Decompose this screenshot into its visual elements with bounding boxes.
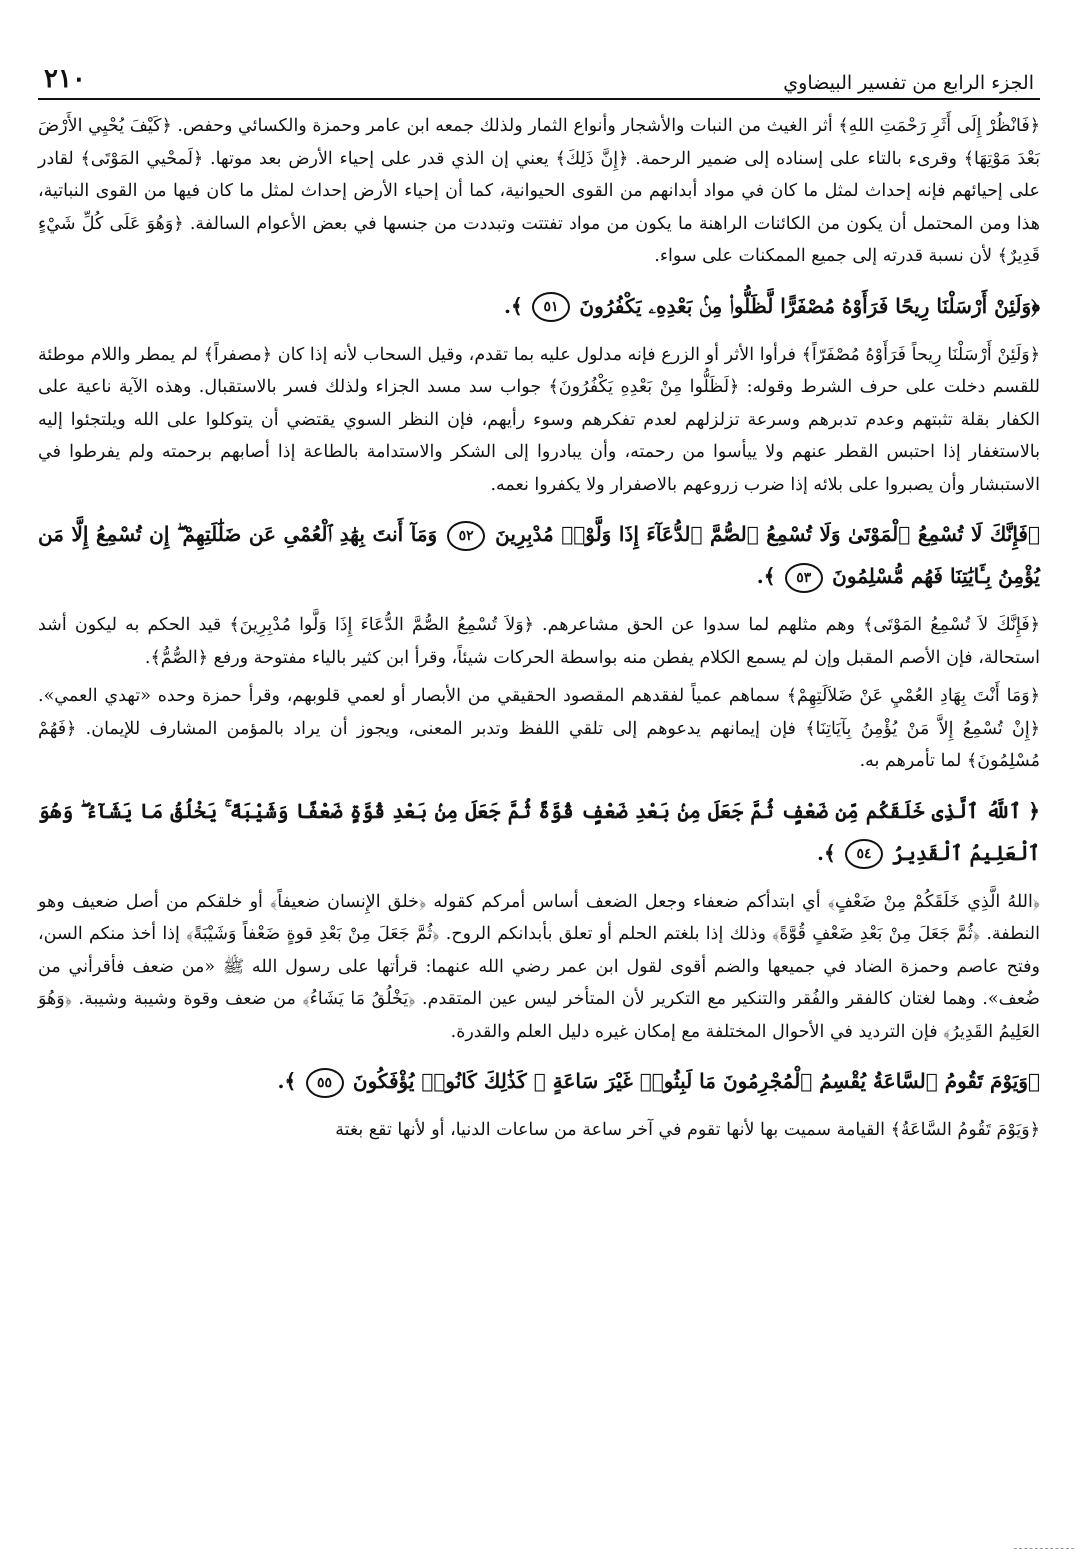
verse-text: ﴿وَيَوْمَ تَقُومُ ٱلسَّاعَةُ يُقْسِمُ ٱلْمُجْرِمُونَ مَا لَبِثُوا۟ غَيْرَ سَاعَةٍ ۚ كَذَٰلِكَ كَانُوا۟ يُؤْفَكُونَ xyxy=(352,1069,1040,1093)
verse-end-bracket: ﴾. xyxy=(756,564,776,588)
commentary-paragraph: ﴿وَمَا أَنْتَ بِهَادِ العُمْيِ عَنْ ضَلاَلَتِهِمْ﴾ سماهم عمياً لفقدهم المقصود الحقيقي من الأبصار أو لعمي قلوبهم، وقرأ حمزة وحده «تهدي العمي». ﴿إِنْ تُسْمِعُ إِلاَّ مَنْ يُؤْمِنُ بِآيَاتِنَا﴾ فإن إيمانهم يدعوهم إلى تلقي اللفظ وتدبر المعنى، ويجوز أن يراد بالمؤمن المشارف للإيمان. ﴿فَهُمْ مُسْلِمُونَ﴾ لما تأمرهم به. xyxy=(38,686,1040,771)
ayah-number-ornament: ٥٥ xyxy=(306,1068,344,1098)
running-title: الجزء الرابع من تفسير البيضاوي xyxy=(783,72,1034,94)
quran-verse-block xyxy=(38,790,1040,874)
ayah-number-ornament: ٥٤ xyxy=(845,839,883,869)
commentary-paragraph: ﴿فَإِنَّكَ لاَ تُسْمِعُ المَوْتَى﴾ وهم مثلهم لما سدوا عن الحق مشاعرهم. ﴿وَلاَ تُسْمِعُ الصُّمَّ الدُّعَاءَ إِذَا وَلَّوا مُدْبِرِينَ﴾ قيد الحكم به ليكون أشد استحالة، فإن الأصم المقبل وإن لم يسمع الكلام يفطن منه بواسطة الحركات شيئاً، وقرأ ابن كثير بالياء مفتوحة ورفع ﴿الصُّمُّ﴾. xyxy=(38,615,1040,668)
quran-verse-block xyxy=(38,1060,1040,1102)
ayah-number-ornament: ٥٢ xyxy=(447,521,485,551)
book-page xyxy=(38,52,1040,1539)
verse-end-bracket: ﴾. xyxy=(277,1069,297,1093)
quran-verse-block xyxy=(38,285,1040,327)
page-content xyxy=(38,110,1040,1147)
ayah-number-ornament: ٥٣ xyxy=(785,563,823,593)
verse-text: ﴿فَإِنَّكَ لَا تُسْمِعُ ٱلْمَوْتَىٰ وَلَا تُسْمِعُ ٱلصُّمَّ ٱلدُّعَآءَ إِذَا وَلَّوْا۟ مُدْبِرِينَ xyxy=(495,522,1040,546)
commentary-paragraph: ﴿وَلَئِنْ أَرْسَلْنَا رِيحاً فَرَأَوْهُ مُصْفَرّاً﴾ فرأوا الأثر أو الزرع فإنه مدلول عليه بما تقدم، وقيل السحاب لأنه إذا كان ﴿مصفراً﴾ لم يمطر واللام موطئة للقسم دخلت على حرف الشرط وقوله: ﴿لَظَلُّوا مِنْ بَعْدِهِ يَكْفُرُونَ﴾ جواب سد مسد الجزاء ولذلك فسر بالاستقبال. وهذه الآية ناعية على الكفار بقلة تثبتهم وعدم تدبرهم وسرعة تزلزلهم لعدم تفكرهم وسوء رأيهم، فإن النظر السوي يقتضي أن يتوكلوا على الله ويلتجئوا إليه بالاستغفار إذا احتبس القطر عنهم ولا ييأسوا من رحمته، وأن يبادروا إلى الشكر والاستدامة بالطاعة إذا أصابهم برحمته ولم يفرطوا في الاستبشار وأن يصبروا على بلائه إذا ضرب زروعهم بالاصفرار ولا يكفروا نعمه. xyxy=(38,344,1040,495)
verse-text: ﴿وَلَئِنْ أَرْسَلْنَا رِيحًا فَرَأَوْهُ مُصْفَرًّا لَّظَلُّوا۟ مِنۢ بَعْدِهِۦ يَكْفُرُونَ xyxy=(579,293,1040,318)
scan-edge-mark xyxy=(1014,1548,1074,1549)
commentary-paragraph: ﴿وَيَوْمَ تَقُومُ السَّاعَةُ﴾ القيامة سميت بها لأنها تقوم في آخر ساعة من ساعات الدنيا، أو لأنها تقع بغتة xyxy=(335,1120,1040,1140)
commentary-paragraph: ﴿فَانْظُرْ إِلَى أَثَرِ رَحْمَتِ اللهِ﴾ أثر الغيث من النبات والأشجار وأنواع الثمار ولذلك جمعه ابن عامر وحمزة والكسائي وحفص. ﴿كَيْفَ يُحْيِي الأَرْضَ بَعْدَ مَوْتِهَا﴾ وقرىء بالتاء على إسناده إلى ضمير الرحمة. ﴿إِنَّ ذَلِكَ﴾ يعني إن الذي قدر على إحياء الأرض بعد موتها. ﴿لَمحْيي المَوْتَى﴾ لقادر على إحيائهم فإنه إحداث لمثل ما كان في مواد أبدانهم من القوى الحيوانية، كما أن إحياء الأرض إحداث لمثل ما كان فيها من القوى النباتية، هذا ومن المحتمل أن يكون من الكائنات الراهنة ما يكون من مواد تفتتت وتبددت من جنسها في بعض الأعوام السالفة. ﴿وَهُوَ عَلَى كُلِّ شَيْءٍ قَدِيرٌ﴾ لأن نسبة قدرته إلى جميع الممكنات على سواء. xyxy=(38,116,1040,266)
quran-verse-block xyxy=(38,513,1040,597)
commentary-paragraph: ﴿اللهُ الَّذِي خَلَقَكُمْ مِنْ ضَعْفٍ﴾ أي ابتدأكم ضعفاء وجعل الضعف أساس أمركم كقوله ﴿خلق الإِنسان ضعيفاً﴾ أو خلقكم من أصل ضعيف وهو النطفة. ﴿ثُمَّ جَعَلَ مِنْ بَعْدِ ضَعْفٍ قُوَّةً﴾ وذلك إذا بلغتم الحلم أو تعلق بأبدانكم الروح. ﴿ثُمَّ جَعَلَ مِنْ بَعْدِ قوةٍ ضَعْفاً وَشَيْبَةً﴾ إذا أخذ منكم السن، وفتح عاصم وحمزة الضاد في جميعها والضم أقوى لقول ابن عمر رضي الله عنهما: قرأتها على رسول الله ﷺ «من ضعف فأقرأني من ضُعف». وهما لغتان كالفقر والفُقر والتنكير مع التكرير لأن المتأخر ليس عين المتقدم. ﴿يَخْلُقُ مَا يَشَاءُ﴾ من ضعف وقوة وشيبة وشيبة. ﴿وَهُوَ العَلِيمُ القَدِيرُ﴾ فإن الترديد في الأحوال المختلفة مع إمكان غيره دليل العلم والقدرة. xyxy=(38,891,1040,1042)
verse-end-bracket: ﴾. xyxy=(504,293,523,318)
verse-text: ﴿ ٱللَّهُ ٱلَّذِى خَلَقَكُم مِّن ضَعْفٍ ثُمَّ جَعَلَ مِنۢ بَعْدِ ضَعْفٍ قُوَّةً ثُمَّ جَعَلَ مِنۢ بَعْدِ قُوَّةٍ ضَعْفًا وَشَيْبَةً ۚ يَخْلُقُ مَا يَشَآءُ ۖ وَهُوَ ٱلْعَلِيمُ ٱلْقَدِيرُ xyxy=(38,798,1040,865)
verse-text: وَمَآ أَنتَ بِهَٰدِ ٱلْعُمْىِ عَن ضَلَٰلَتِهِمْ ۖ إِن تُسْمِعُ إِلَّا مَن يُؤْمِنُ بِـَٔايَٰتِنَا فَهُم مُّسْلِمُونَ xyxy=(38,522,1040,588)
page-number: ٢١٠ xyxy=(44,64,86,94)
ayah-number-ornament: ٥١ xyxy=(532,292,570,322)
page-header xyxy=(38,52,1040,100)
verse-end-bracket: ﴾. xyxy=(817,840,836,865)
